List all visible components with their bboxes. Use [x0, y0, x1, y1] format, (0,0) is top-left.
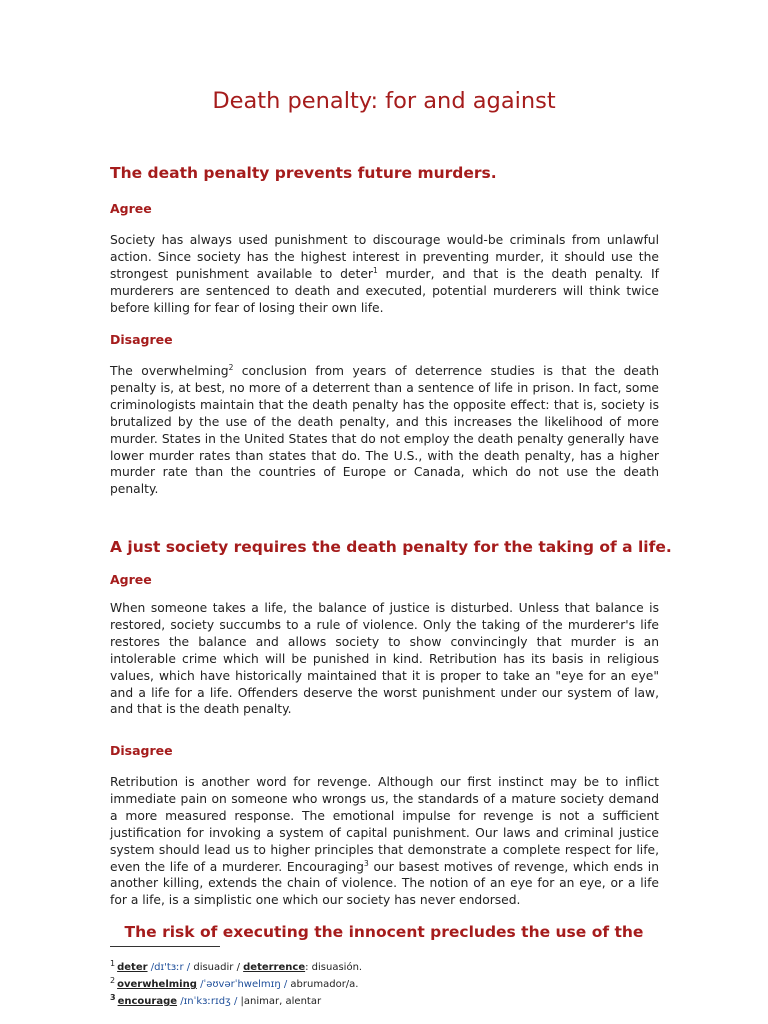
footnote-ref-3: 3 — [363, 858, 369, 868]
section-heading-3: The risk of executing the innocent precludes the use of the — [124, 923, 644, 941]
agree-paragraph-1: Society has always used punishment to discourage would-be criminals from unlawful action. Since society has the highest interest in preventing murder, it should use the strongest punishment available to deter$^1$ murder, and that is the death penalty. If murderers are sentenced to death and executed, potential murderers will think twice before killing for fear of losing their own life. — [110, 233, 659, 315]
section-heading-1: The death penalty prevents future murders. — [110, 164, 497, 182]
disagree-paragraph-2: Retribution is another word for revenge. Although our first instinct may be to inflict immediate pain on someone who wrongs us, the standards of a mature society demand a more measured response. The emotional impulse for revenge is not a sufficient justification for invoking a system of capital punishment. Our laws and criminal justice system should lead us to higher principles that demonstrate a complete respect for life, even the life of a murderer. Encouraging$^3$ our basest motives of revenge, which ends in another killing, extends the chain of violence. The notion of an eye for an eye, or a life for a life, is a simplistic one which our society has never endorsed. — [110, 775, 659, 908]
agree-label-1: Agree — [110, 201, 152, 216]
footnote-divider — [110, 946, 220, 947]
footnote-3: $^3$ encourage /ɪnˈkɜːrɪdʒ / |animar, alentar — [110, 993, 322, 1007]
agree-label-2: Agree — [110, 572, 152, 587]
disagree-label-1: Disagree — [110, 332, 173, 347]
page-title: Death penalty: for and against — [212, 88, 556, 114]
disagree-paragraph-1: The overwhelming$^2$ conclusion from years of deterrence studies is that the death penalty is, at best, no more of a deterrent than a sentence of life in prison. In fact, some criminologists maintain that the death penalty has the opposite effect: that is, society is brutalized by the use of the death penalty, and this increases the likelihood of more murder. States in the United States that do not employ the death penalty generally have lower murder rates than states that do. The U.S., with the death penalty, has a higher murder rate than the countries of Europe or Canada, which do not use the death penalty. — [110, 363, 659, 497]
footnote-1: $^1$ deter /dɪ'tɜːr / disuadir / deterrence: disuasión. — [110, 959, 363, 973]
disagree-label-2: Disagree — [110, 743, 173, 758]
footnote-2: $^2$ overwhelming /ˈəʊvərˈhwelmɪŋ / abrumador/a. — [110, 976, 359, 990]
footnote-ref-1: 1 — [372, 265, 378, 275]
section-heading-2: A just society requires the death penalty for the taking of a life. — [110, 538, 672, 556]
footnote-ref-2: 2 — [228, 363, 234, 372]
agree-paragraph-2: When someone takes a life, the balance of justice is disturbed. Unless that balance is restored, society succumbs to a rule of violence. Only the taking of the murderer's life restores the balance and allows society to show convincingly that murder is an intolerable crime which will be punished in kind. Retribution has its basis in religious values, which have historically maintained that it is proper to take an "eye for an eye" and a life for a life. Offenders deserve the worst punishment under our system of law, and that is the death penalty. — [110, 601, 659, 717]
